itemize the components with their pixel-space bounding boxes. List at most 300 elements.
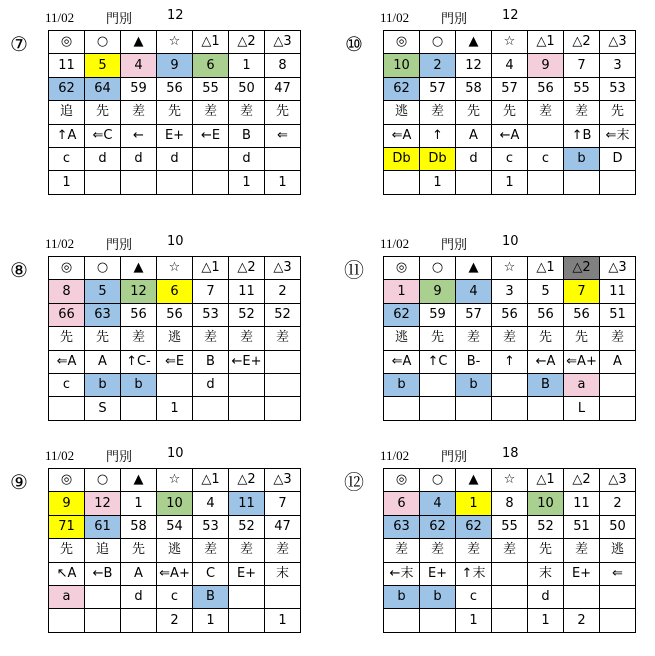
table-cell: 差 — [193, 539, 229, 562]
table-cell: 先 — [265, 101, 301, 124]
table-cell: 4 — [492, 54, 528, 77]
table-cell: 50 — [229, 77, 265, 100]
table-cell: E+ — [564, 562, 600, 585]
table-cell — [265, 373, 301, 396]
prediction-grid — [383, 468, 636, 633]
table-cell: ←A — [528, 350, 564, 373]
table-cell — [85, 171, 121, 194]
table-cell: 7 — [564, 54, 600, 77]
race-number: ⑪ — [344, 258, 364, 282]
table-cell: b — [85, 373, 121, 396]
race-number: ⑩ — [345, 32, 363, 56]
mark-header-row — [384, 31, 636, 54]
table-row — [49, 147, 301, 170]
table-cell: b — [456, 373, 492, 396]
mark-header-row — [384, 257, 636, 280]
table-cell: 56 — [528, 77, 564, 100]
table-cell — [492, 585, 528, 608]
table-cell: Db — [420, 147, 456, 170]
table-cell — [265, 350, 301, 373]
table-cell: L — [564, 397, 600, 420]
table-cell: 先 — [49, 327, 85, 350]
table-cell: D — [600, 147, 636, 170]
table-cell: 差 — [456, 539, 492, 562]
table-cell: 63 — [384, 515, 420, 538]
table-cell: 差 — [193, 101, 229, 124]
table-cell — [157, 373, 193, 396]
table-cell: S — [85, 397, 121, 420]
table-cell: 先 — [420, 327, 456, 350]
table-cell: 2 — [157, 609, 193, 632]
venue-label: 門別 — [441, 238, 468, 253]
race-panel — [10, 446, 345, 656]
mark-cell: ○ — [420, 31, 456, 54]
table-cell: 57 — [456, 303, 492, 326]
table-cell: ⇐A — [384, 124, 420, 147]
race-date: 11/02 — [45, 448, 75, 463]
mark-cell: △1 — [528, 31, 564, 54]
table-cell: B — [193, 350, 229, 373]
table-cell: d — [121, 585, 157, 608]
table-cell: A — [121, 562, 157, 585]
mark-cell: ▲ — [121, 31, 157, 54]
table-cell — [600, 373, 636, 396]
table-cell: 先 — [85, 327, 121, 350]
table-cell: 差 — [420, 101, 456, 124]
table-cell: ↑A — [49, 124, 85, 147]
table-cell: ⇐A — [49, 350, 85, 373]
race-date: 11/02 — [380, 10, 410, 25]
table-cell: 1 — [265, 171, 301, 194]
table-cell: ⇐C — [85, 124, 121, 147]
table-cell: 末 — [528, 562, 564, 585]
table-cell — [229, 373, 265, 396]
table-cell: 55 — [564, 77, 600, 100]
mark-cell: ☆ — [492, 31, 528, 54]
mark-cell: △3 — [265, 31, 301, 54]
table-cell: A — [85, 350, 121, 373]
runner-count: 12 — [502, 8, 519, 23]
table-cell: d — [85, 147, 121, 170]
table-row — [384, 585, 636, 608]
table-cell: 7 — [193, 280, 229, 303]
table-cell: c — [456, 585, 492, 608]
mark-cell: △2 — [564, 31, 600, 54]
table-row — [49, 303, 301, 326]
mark-cell: △1 — [193, 469, 229, 492]
table-cell: 4 — [121, 54, 157, 77]
table-cell: 10 — [528, 492, 564, 515]
table-cell: 差 — [528, 101, 564, 124]
table-cell: a — [49, 585, 85, 608]
mark-cell: △1 — [193, 257, 229, 280]
table-cell — [564, 171, 600, 194]
table-cell — [384, 397, 420, 420]
table-row — [49, 280, 301, 303]
race-date: 11/02 — [380, 236, 410, 251]
mark-header-row — [49, 469, 301, 492]
table-cell: 5 — [85, 280, 121, 303]
table-cell — [121, 609, 157, 632]
table-cell: d — [193, 373, 229, 396]
table-cell: 9 — [157, 54, 193, 77]
table-cell: 2 — [600, 492, 636, 515]
mark-cell: △2 — [229, 31, 265, 54]
table-cell — [492, 609, 528, 632]
table-cell — [121, 397, 157, 420]
table-row — [384, 124, 636, 147]
race-date: 11/02 — [380, 448, 410, 463]
table-cell: 差 — [600, 327, 636, 350]
table-cell: 56 — [492, 303, 528, 326]
race-header — [380, 446, 655, 468]
table-cell: a — [564, 373, 600, 396]
table-cell — [229, 397, 265, 420]
mark-cell: △1 — [528, 469, 564, 492]
table-cell: 56 — [528, 303, 564, 326]
table-cell: 8 — [265, 54, 301, 77]
table-cell: ⇐ — [600, 562, 636, 585]
table-row — [384, 101, 636, 124]
table-cell — [229, 585, 265, 608]
table-row — [384, 350, 636, 373]
table-cell: 52 — [229, 515, 265, 538]
table-row — [384, 327, 636, 350]
race-header — [380, 234, 655, 256]
table-cell: 2 — [564, 609, 600, 632]
table-cell: 3 — [600, 54, 636, 77]
table-cell — [265, 147, 301, 170]
table-cell: ↑C- — [121, 350, 157, 373]
table-cell: d — [121, 147, 157, 170]
table-row — [49, 562, 301, 585]
table-cell — [564, 585, 600, 608]
table-row — [384, 147, 636, 170]
table-cell: 先 — [528, 327, 564, 350]
race-number: ⑧ — [10, 258, 28, 282]
table-cell: 10 — [384, 54, 420, 77]
table-cell: 差 — [420, 539, 456, 562]
venue-label: 門別 — [106, 238, 133, 253]
table-cell: ⇐A+ — [157, 562, 193, 585]
table-row — [384, 515, 636, 538]
mark-cell: ☆ — [157, 469, 193, 492]
race-date: 11/02 — [45, 10, 75, 25]
table-cell: 11 — [229, 280, 265, 303]
table-cell: 追 — [49, 101, 85, 124]
table-cell: 1 — [121, 492, 157, 515]
table-cell: 6 — [157, 280, 193, 303]
table-cell: 56 — [157, 303, 193, 326]
table-cell: 66 — [49, 303, 85, 326]
table-cell: d — [229, 147, 265, 170]
table-cell: 50 — [600, 515, 636, 538]
mark-cell: ▲ — [121, 257, 157, 280]
table-cell: C — [193, 562, 229, 585]
table-row — [49, 585, 301, 608]
table-cell: 8 — [492, 492, 528, 515]
table-cell: 63 — [85, 303, 121, 326]
table-cell: ←E — [193, 124, 229, 147]
table-cell: ←E+ — [229, 350, 265, 373]
table-cell: ←B — [85, 562, 121, 585]
table-cell — [420, 373, 456, 396]
runner-count: 12 — [167, 8, 184, 23]
table-cell: ← — [121, 124, 157, 147]
table-row — [384, 54, 636, 77]
mark-cell: ○ — [420, 469, 456, 492]
table-cell: 2 — [265, 280, 301, 303]
table-cell: 8 — [49, 280, 85, 303]
table-row — [384, 373, 636, 396]
mark-cell: △3 — [600, 257, 636, 280]
venue-label: 門別 — [106, 12, 133, 27]
table-cell: 56 — [564, 303, 600, 326]
table-row — [49, 397, 301, 420]
table-cell: 64 — [85, 77, 121, 100]
table-row — [49, 171, 301, 194]
table-cell — [193, 147, 229, 170]
table-cell: 4 — [193, 492, 229, 515]
table-row — [384, 303, 636, 326]
table-cell: 57 — [420, 77, 456, 100]
mark-cell: ○ — [420, 257, 456, 280]
table-cell: 52 — [528, 515, 564, 538]
runner-count: 18 — [502, 446, 519, 461]
mark-cell: △2 — [229, 469, 265, 492]
table-cell: ⇐A+ — [564, 350, 600, 373]
table-cell — [600, 585, 636, 608]
table-cell: 差 — [229, 539, 265, 562]
table-row — [384, 609, 636, 632]
mark-cell: △3 — [265, 257, 301, 280]
mark-cell: ○ — [85, 257, 121, 280]
venue-label: 門別 — [441, 12, 468, 27]
mark-cell: △1 — [528, 257, 564, 280]
table-cell — [49, 397, 85, 420]
table-cell: 先 — [49, 539, 85, 562]
mark-cell: △3 — [265, 469, 301, 492]
race-panel — [10, 8, 345, 218]
race-panel — [344, 234, 655, 444]
table-row — [384, 397, 636, 420]
table-cell: 58 — [121, 515, 157, 538]
table-cell: c — [49, 373, 85, 396]
table-row — [384, 539, 636, 562]
table-cell: ↖A — [49, 562, 85, 585]
table-cell: 51 — [600, 303, 636, 326]
table-cell: d — [528, 585, 564, 608]
table-cell: 11 — [229, 492, 265, 515]
table-cell: 差 — [456, 327, 492, 350]
table-cell — [492, 562, 528, 585]
table-cell: 3 — [492, 280, 528, 303]
table-cell: c — [528, 147, 564, 170]
table-cell: 62 — [49, 77, 85, 100]
mark-cell: ☆ — [492, 469, 528, 492]
table-cell: d — [456, 147, 492, 170]
table-cell: b — [384, 373, 420, 396]
table-cell: A — [456, 124, 492, 147]
mark-cell: ○ — [85, 469, 121, 492]
table-cell: E+ — [157, 124, 193, 147]
mark-cell: △3 — [600, 469, 636, 492]
table-cell — [492, 397, 528, 420]
table-cell: 9 — [528, 54, 564, 77]
table-cell: 差 — [265, 327, 301, 350]
mark-cell: △2 — [564, 469, 600, 492]
table-cell: 1 — [456, 609, 492, 632]
table-cell — [384, 171, 420, 194]
mark-cell: ☆ — [157, 257, 193, 280]
race-date: 11/02 — [45, 236, 75, 251]
table-cell: ⇐E — [157, 350, 193, 373]
table-cell: 11 — [49, 54, 85, 77]
table-cell: B- — [456, 350, 492, 373]
table-cell — [528, 124, 564, 147]
mark-header-row — [49, 257, 301, 280]
table-cell: 先 — [157, 101, 193, 124]
mark-cell: ☆ — [157, 31, 193, 54]
race-number: ⑫ — [344, 470, 364, 494]
table-cell: ↑ — [492, 350, 528, 373]
table-row — [49, 350, 301, 373]
table-cell: 差 — [564, 101, 600, 124]
table-row — [384, 280, 636, 303]
table-cell: 1 — [229, 54, 265, 77]
runner-count: 10 — [502, 234, 519, 249]
table-cell: 追 — [85, 539, 121, 562]
mark-cell: △2 — [564, 257, 600, 280]
table-row — [49, 54, 301, 77]
table-cell — [229, 609, 265, 632]
mark-cell: ◎ — [384, 31, 420, 54]
table-cell — [384, 609, 420, 632]
table-cell: ←末 — [384, 562, 420, 585]
table-cell: B — [528, 373, 564, 396]
table-cell — [492, 373, 528, 396]
table-cell — [456, 397, 492, 420]
mark-cell: ○ — [85, 31, 121, 54]
table-cell: 62 — [456, 515, 492, 538]
table-cell: 10 — [157, 492, 193, 515]
mark-cell: △2 — [229, 257, 265, 280]
table-cell — [600, 397, 636, 420]
table-cell — [193, 397, 229, 420]
table-cell: B — [193, 585, 229, 608]
runner-count: 10 — [167, 234, 184, 249]
table-cell: 71 — [49, 515, 85, 538]
table-cell: 12 — [456, 54, 492, 77]
mark-cell: ◎ — [384, 469, 420, 492]
table-cell: ↑末 — [456, 562, 492, 585]
table-cell: 11 — [600, 280, 636, 303]
table-row — [384, 171, 636, 194]
mark-cell: ◎ — [49, 257, 85, 280]
table-row — [384, 77, 636, 100]
table-cell — [121, 171, 157, 194]
table-cell: 差 — [193, 327, 229, 350]
table-cell: d — [157, 147, 193, 170]
table-cell: 54 — [157, 515, 193, 538]
table-cell: 差 — [265, 539, 301, 562]
table-row — [49, 492, 301, 515]
table-cell: 差 — [121, 327, 157, 350]
prediction-grid — [383, 256, 636, 421]
table-cell: ↑C — [420, 350, 456, 373]
table-cell: 56 — [157, 77, 193, 100]
table-row — [384, 562, 636, 585]
table-cell: 11 — [564, 492, 600, 515]
race-header — [45, 446, 345, 468]
table-row — [49, 124, 301, 147]
table-cell — [157, 171, 193, 194]
table-cell: 先 — [492, 101, 528, 124]
table-cell: 1 — [456, 492, 492, 515]
race-number: ⑨ — [10, 470, 28, 494]
table-cell: 4 — [420, 492, 456, 515]
mark-cell: ▲ — [121, 469, 157, 492]
table-row — [49, 327, 301, 350]
mark-cell: ▲ — [456, 469, 492, 492]
table-cell: 先 — [564, 327, 600, 350]
table-cell: 53 — [193, 303, 229, 326]
table-cell — [193, 171, 229, 194]
mark-header-row — [384, 469, 636, 492]
table-cell: 6 — [193, 54, 229, 77]
runner-count: 10 — [167, 446, 184, 461]
table-row — [49, 373, 301, 396]
mark-header-row — [49, 31, 301, 54]
prediction-grid — [48, 30, 301, 195]
race-header — [45, 8, 345, 30]
prediction-grid — [383, 30, 636, 195]
table-cell: 47 — [265, 77, 301, 100]
table-cell: 1 — [384, 280, 420, 303]
table-cell: 7 — [265, 492, 301, 515]
table-cell: 1 — [193, 609, 229, 632]
table-cell: 先 — [600, 101, 636, 124]
table-cell: 62 — [384, 77, 420, 100]
table-cell: 9 — [49, 492, 85, 515]
table-cell: c — [157, 585, 193, 608]
table-cell: 先 — [85, 101, 121, 124]
table-cell: 53 — [193, 515, 229, 538]
table-cell — [85, 585, 121, 608]
table-cell: 55 — [193, 77, 229, 100]
prediction-grid — [48, 468, 301, 633]
table-cell: 1 — [420, 171, 456, 194]
table-cell: 逃 — [384, 101, 420, 124]
table-cell: 差 — [492, 539, 528, 562]
table-cell: 62 — [384, 303, 420, 326]
prediction-grid — [48, 256, 301, 421]
table-cell: ↑B — [564, 124, 600, 147]
table-cell — [420, 609, 456, 632]
table-cell: 1 — [492, 171, 528, 194]
table-cell — [600, 171, 636, 194]
mark-cell: ◎ — [384, 257, 420, 280]
table-cell — [528, 397, 564, 420]
table-cell: E+ — [420, 562, 456, 585]
table-cell: 1 — [265, 609, 301, 632]
table-cell: 差 — [229, 101, 265, 124]
table-cell: B — [229, 124, 265, 147]
table-cell: b — [121, 373, 157, 396]
table-row — [49, 609, 301, 632]
table-cell: c — [492, 147, 528, 170]
table-row — [49, 101, 301, 124]
